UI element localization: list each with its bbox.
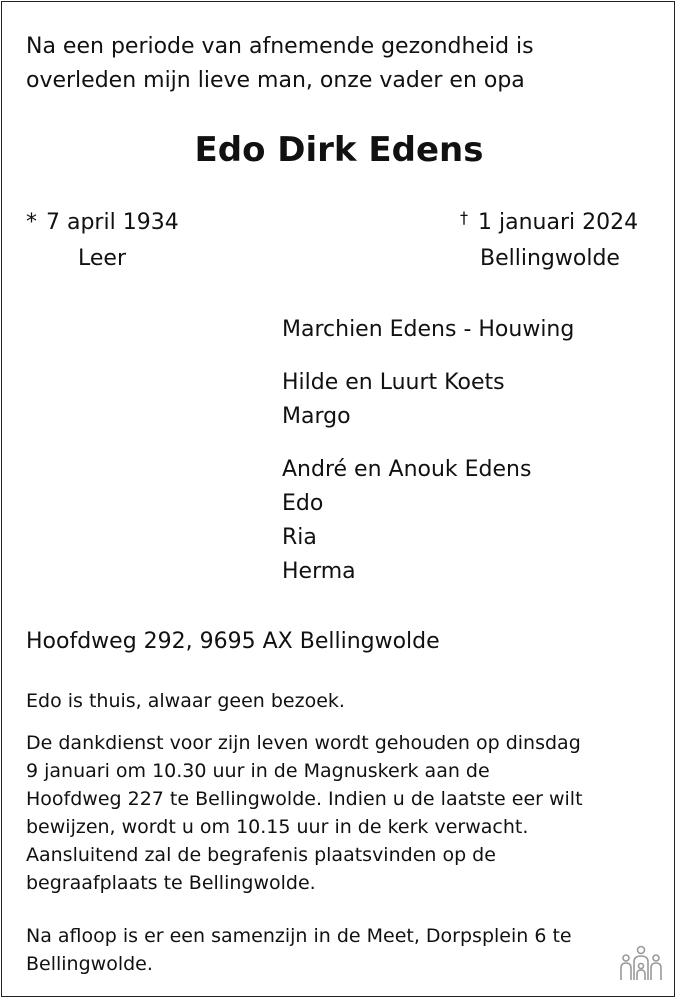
service-line: 9 januari om 10.30 uur in de Magnuskerk aan de — [26, 760, 490, 782]
family-group-2-child: Herma — [282, 559, 356, 584]
family-group-2-child: Ria — [282, 525, 317, 550]
family-group-2-child: Edo — [282, 491, 324, 516]
family-figures-icon — [618, 944, 664, 984]
death-place: Bellingwolde — [480, 246, 620, 271]
death-date: 1 januari 2024 — [478, 210, 639, 235]
intro-line-1: Na een periode van afnemende gezondheid is — [26, 34, 534, 59]
after-line: Bellingwolde. — [26, 953, 153, 975]
spouse-name: Marchien Edens - Houwing — [282, 317, 575, 342]
home-address: Hoofdweg 292, 9695 AX Bellingwolde — [26, 629, 440, 654]
deceased-name: Edo Dirk Edens — [194, 130, 484, 170]
notice-home: Edo is thuis, alwaar geen bezoek. — [26, 690, 345, 712]
service-line: begraafplaats te Bellingwolde. — [26, 872, 316, 894]
service-line: De dankdienst voor zijn leven wordt gehouden op dinsdag — [26, 732, 581, 754]
family-group-1-child: Margo — [282, 404, 351, 429]
family-group-2-parents: André en Anouk Edens — [282, 457, 532, 482]
death-cross-icon: † — [460, 208, 468, 227]
birth-symbol: * — [26, 210, 37, 235]
service-line: bewijzen, wordt u om 10.15 uur in de kerk verwacht. — [26, 816, 529, 838]
family-group-1-parents: Hilde en Luurt Koets — [282, 370, 505, 395]
birth-date: 7 april 1934 — [46, 210, 179, 235]
service-line: Hoofdweg 227 te Bellingwolde. Indien u de laatste eer wilt — [26, 788, 583, 810]
after-line: Na afloop is er een samenzijn in de Meet, Dorpsplein 6 te — [26, 925, 572, 947]
birth-place: Leer — [78, 246, 126, 271]
intro-line-2: overleden mijn lieve man, onze vader en opa — [26, 68, 525, 93]
service-line: Aansluitend zal de begrafenis plaatsvinden op de — [26, 844, 496, 866]
